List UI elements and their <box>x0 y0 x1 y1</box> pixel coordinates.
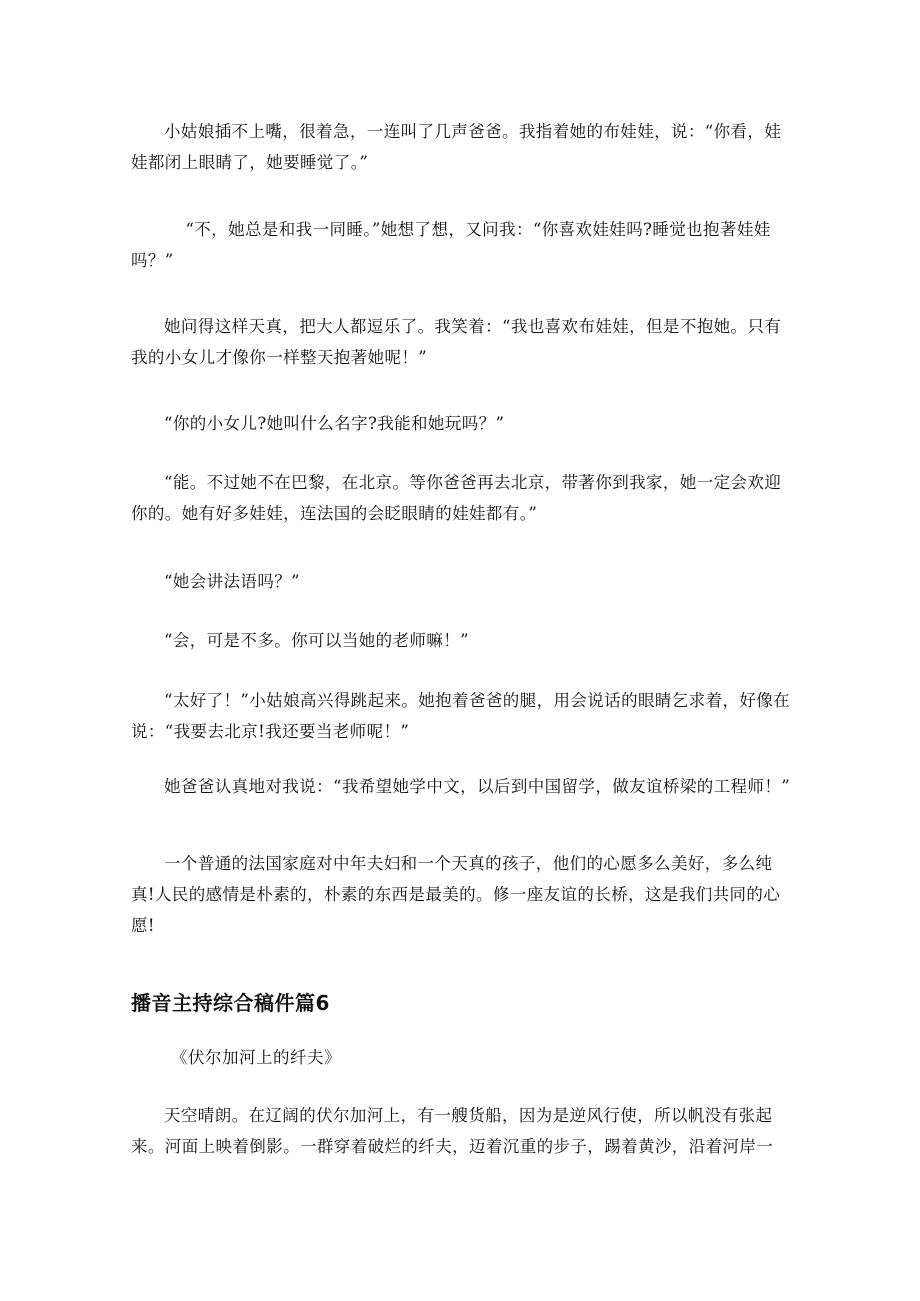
section-title: 《伏尔加河上的纤夫》 <box>171 1048 341 1067</box>
section-paragraph-1: 天空晴朗。在辽阔的伏尔加河上，有一艘货船，因为是逆风行使，所以帆没有张起来。河面上映着倒影。一群穿着破烂的纤夫，迈着沉重的步子，踢着黄沙，沿着河岸一 <box>131 1106 774 1156</box>
paragraph-4: “你的小女儿?她叫什么名字?我能和她玩吗？” <box>164 414 505 433</box>
paragraph-6: “她会讲法语吗？” <box>164 572 300 591</box>
paragraph-5: “能。不过她不在巴黎，在北京。等你爸爸再去北京，带著你到我家，她一定会欢迎你的。她有好多娃娃，连法国的会眨眼睛的娃娃都有。” <box>131 473 782 523</box>
paragraph-3: 她问得这样天真，把大人都逗乐了。我笑着：“我也喜欢布娃娃，但是不抱她。只有我的小女儿才像你一样整天抱著她呢！” <box>131 317 782 367</box>
section-heading: 播音主持综合稿件篇6 <box>131 991 330 1015</box>
paragraph-1: 小姑娘插不上嘴，很着急，一连叫了几声爸爸。我指着她的布娃娃，说：“你看，娃娃都闭上眼睛了，她要睡觉了。” <box>131 122 782 172</box>
paragraph-2: “不，她总是和我一同睡。”她想了想，又问我：“你喜欢娃娃吗?睡觉也抱著娃娃吗？” <box>131 220 771 270</box>
paragraph-10: 一个普通的法国家庭对中年夫妇和一个天真的孩子，他们的心愿多么美好，多么纯真!人民的感情是朴素的，朴素的东西是最美的。修一座友谊的长桥，这是我们共同的心愿! <box>131 854 781 935</box>
paragraph-8: “太好了！”小姑娘高兴得跳起来。她抱着爸爸的腿，用会说话的眼睛乞求着，好像在说：“我要去北京!我还要当老师呢！” <box>131 691 791 741</box>
paragraph-9: 她爸爸认真地对我说：“我希望她学中文，以后到中国留学，做友谊桥梁的工程师！” <box>164 777 791 796</box>
paragraph-7: “会，可是不多。你可以当她的老师嘛！” <box>164 631 469 650</box>
